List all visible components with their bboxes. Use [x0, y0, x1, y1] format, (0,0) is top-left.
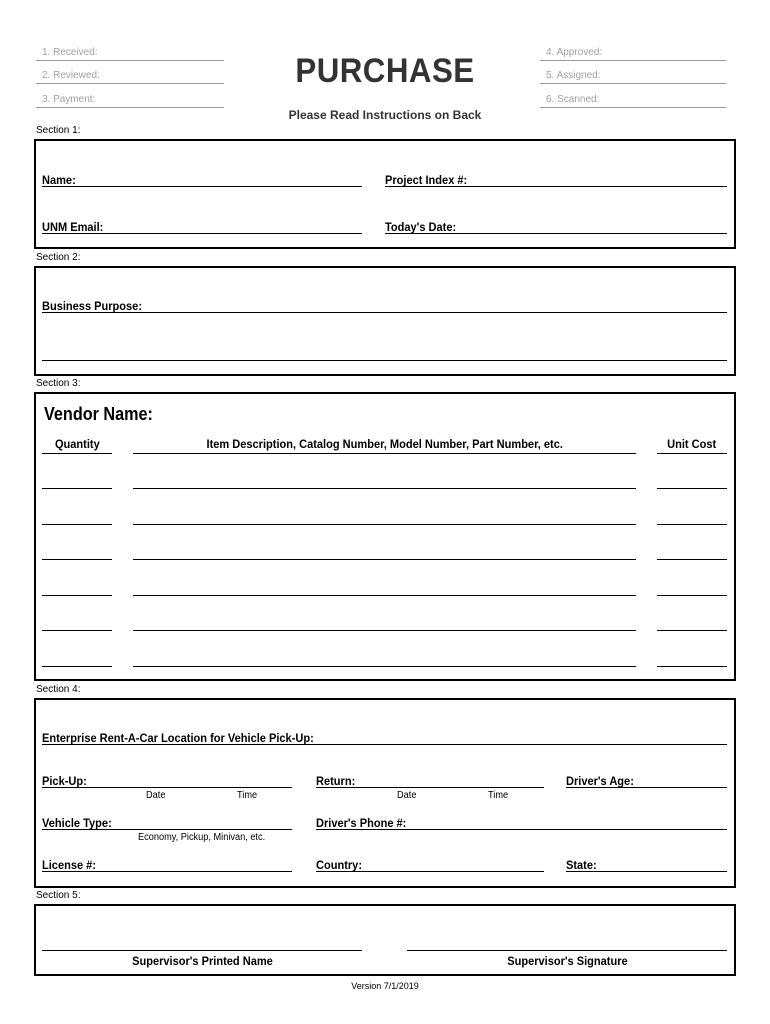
business-purpose-line-2[interactable] — [42, 360, 727, 361]
pickup-label: Pick-Up: — [42, 774, 87, 788]
section3-label: Section 3: — [36, 378, 81, 389]
page-title: PURCHASE — [295, 52, 475, 90]
unit-cost-line[interactable] — [657, 488, 727, 489]
description-line[interactable] — [133, 630, 636, 631]
quantity-line[interactable] — [42, 524, 112, 525]
unit-cost-line[interactable] — [657, 595, 727, 596]
return-time-hint: Time — [488, 790, 509, 801]
quantity-line[interactable] — [42, 630, 112, 631]
description-line[interactable] — [133, 559, 636, 560]
page-subtitle: Please Read Instructions on Back — [288, 108, 482, 122]
received-field[interactable] — [36, 47, 224, 61]
description-header-text: Item Description, Catalog Number, Model Number, Part Number, etc. — [206, 437, 563, 451]
quantity-line[interactable] — [42, 559, 112, 560]
section3-box — [34, 392, 736, 681]
scanned-label: 6. Scanned: — [546, 94, 600, 105]
quantity-line[interactable] — [42, 488, 112, 489]
assigned-field[interactable] — [540, 70, 726, 84]
assigned-label: 5. Assigned: — [546, 70, 601, 81]
version-label: Version 7/1/2019 — [351, 981, 419, 991]
country-field[interactable] — [316, 856, 544, 872]
unit-cost-header-text: Unit Cost — [667, 437, 717, 451]
scanned-field[interactable] — [540, 94, 726, 108]
state-label: State: — [566, 858, 597, 872]
name-field[interactable] — [42, 171, 362, 187]
section2-label: Section 2: — [36, 252, 81, 263]
drivers-age-label: Driver's Age: — [566, 774, 634, 788]
description-line[interactable] — [133, 488, 636, 489]
project-index-field[interactable] — [385, 171, 727, 187]
supervisor-printed-name-line[interactable] — [42, 950, 362, 951]
description-header — [133, 437, 636, 454]
payment-label: 3. Payment: — [42, 94, 96, 105]
reviewed-label: 2. Reviewed: — [42, 70, 100, 81]
description-line[interactable] — [133, 524, 636, 525]
vehicle-type-hint: Economy, Pickup, Minivan, etc. — [138, 832, 266, 843]
supervisor-signature-line[interactable] — [407, 950, 727, 951]
unm-email-field[interactable] — [42, 218, 362, 234]
supervisor-signature-caption — [407, 954, 727, 968]
unit-cost-line[interactable] — [657, 559, 727, 560]
return-field[interactable] — [316, 772, 544, 788]
license-field[interactable] — [42, 856, 292, 872]
payment-field[interactable] — [36, 94, 224, 108]
drivers-phone-field[interactable] — [316, 814, 727, 830]
supervisor-printed-name-text: Supervisor's Printed Name — [131, 954, 273, 968]
state-field[interactable] — [566, 856, 727, 872]
supervisor-printed-name-caption — [42, 954, 362, 968]
received-label: 1. Received: — [42, 47, 98, 58]
unm-email-label: UNM Email: — [42, 220, 104, 234]
quantity-line[interactable] — [42, 595, 112, 596]
pickup-field[interactable] — [42, 772, 292, 788]
business-purpose-label: Business Purpose: — [42, 299, 143, 313]
supervisor-signature-text: Supervisor's Signature — [506, 954, 628, 968]
pickup-date-hint: Date — [146, 790, 166, 801]
project-index-label: Project Index #: — [385, 173, 468, 187]
vehicle-type-label: Vehicle Type: — [42, 816, 112, 830]
pickup-time-hint: Time — [237, 790, 258, 801]
approved-field[interactable] — [540, 47, 726, 61]
section1-label: Section 1: — [36, 125, 81, 136]
drivers-age-field[interactable] — [566, 772, 727, 788]
reviewed-field[interactable] — [36, 70, 224, 84]
unit-cost-line[interactable] — [657, 630, 727, 631]
quantity-line[interactable] — [42, 666, 112, 667]
approved-label: 4. Approved: — [546, 47, 603, 58]
description-line[interactable] — [133, 595, 636, 596]
business-purpose-field[interactable] — [42, 297, 727, 313]
unit-cost-line[interactable] — [657, 524, 727, 525]
unit-cost-line[interactable] — [657, 666, 727, 667]
country-label: Country: — [316, 858, 362, 872]
return-date-hint: Date — [397, 790, 417, 801]
quantity-header-text: Quantity — [54, 437, 100, 451]
section4-label: Section 4: — [36, 684, 81, 695]
section5-label: Section 5: — [36, 890, 81, 901]
description-line[interactable] — [133, 666, 636, 667]
drivers-phone-label: Driver's Phone #: — [316, 816, 407, 830]
vehicle-type-field[interactable] — [42, 814, 292, 830]
enterprise-location-field[interactable] — [42, 729, 727, 745]
vendor-name-label: Vendor Name: — [44, 404, 153, 424]
return-label: Return: — [316, 774, 356, 788]
todays-date-label: Today's Date: — [385, 220, 457, 234]
name-label: Name: — [42, 173, 76, 187]
unit-cost-header — [657, 437, 727, 454]
quantity-header — [42, 437, 112, 454]
license-label: License #: — [42, 858, 97, 872]
todays-date-field[interactable] — [385, 218, 727, 234]
enterprise-location-label: Enterprise Rent-A-Car Location for Vehicle Pick-Up: — [42, 731, 314, 745]
